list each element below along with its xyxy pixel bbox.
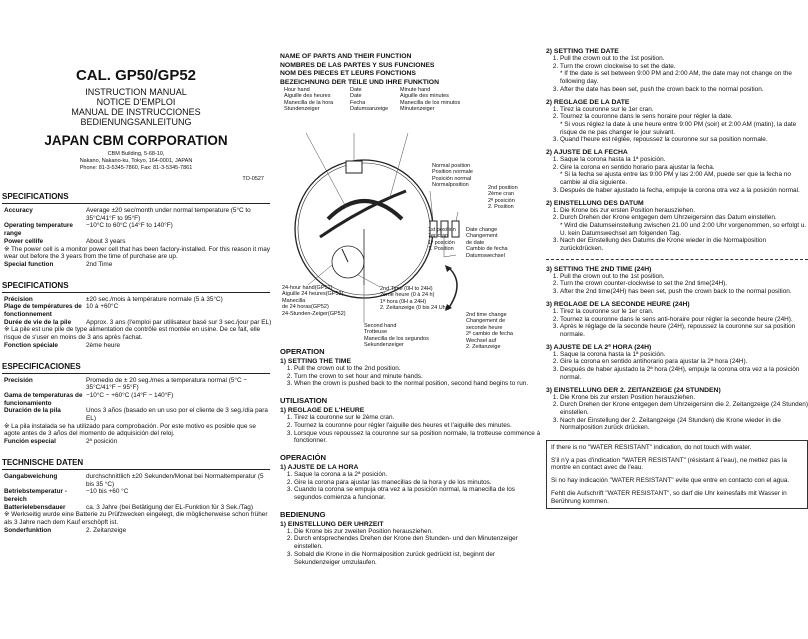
spec-value: About 3 years bbox=[86, 237, 126, 245]
parts-title: NAME OF PARTS AND THEIR FUNCTION bbox=[280, 53, 412, 60]
spec-row bbox=[0, 392, 272, 407]
step-list bbox=[280, 365, 542, 388]
company-name: JAPAN CBM CORPORATION bbox=[44, 133, 228, 148]
spec-row bbox=[0, 488, 272, 503]
step-item: 3. After the 2nd time(24H) has been set, push the crown back to the normal position. bbox=[560, 288, 808, 296]
spec-row bbox=[0, 238, 272, 246]
divider bbox=[2, 203, 270, 204]
manual-subtitle-es: MANUAL DE INSTRUCCIONES bbox=[71, 107, 201, 117]
label-2nd-time: 2nd Time (0H to 24H) 2ème heure (0 à 24 h) 1ª hora (0H a 24H) 2. Zeitanzeige (0 bis 24 Uhr) bbox=[380, 286, 450, 312]
model-title: CAL. GP50/GP52 bbox=[75, 67, 197, 84]
spec-key: Precisión bbox=[4, 376, 33, 384]
divider bbox=[2, 292, 270, 293]
label-first-position: 1st position 1er cran 1ª posición 1. Position bbox=[428, 227, 456, 253]
step-item: 3. Nach der Einstellung des Datums die Krone wieder in die Normalposition zurückdrücken. bbox=[560, 237, 808, 252]
spec-note: ※ Werkseitig wurde eine Batterie zu Prüfzwecken eingelegt, die möglicherweise schon früher als 3 Jahre nach dem Kauf erschöpft ist. bbox=[4, 511, 268, 527]
spec-key: Durée de vie de la pile bbox=[4, 318, 72, 326]
step-item: 2. Turn the crown counter-clockwise to set the 2nd time(24H). bbox=[560, 280, 808, 288]
leader-line bbox=[456, 212, 458, 221]
leader-line bbox=[390, 133, 408, 197]
address-line: Nakano, Nakano-ku, Tokyo, 164-0001, JAPAN bbox=[79, 158, 193, 164]
label-minute-hand: Minute hand Aiguille des minutes Manecilla de los minutos Minutenzeiger bbox=[400, 87, 461, 113]
spec-key: Gama de temperaturas de funcionamiento bbox=[4, 391, 83, 407]
column-parts-operation bbox=[280, 0, 542, 566]
spec-value: 10 à +60°C bbox=[86, 303, 119, 311]
spec-row bbox=[0, 438, 272, 446]
spec-note: ※ La pila instalada se ha utilizado para comprobación. Por este motivo es posible que se agote antes de 3 años del momento de adquisición del reloj. bbox=[4, 422, 256, 438]
notice-text: S'il n'y a pas d'indication "WATER RESISTANT" (résistant à l'eau), ne mettez pas la montre en contact avec de l'eau. bbox=[551, 456, 787, 472]
spec-key: Gangabweichung bbox=[4, 472, 58, 480]
step-item: 1. Die Krone bis zur zweiten Position herausziehen. bbox=[294, 528, 542, 536]
spec-value: ca. 3 Jahre (bei Betätigung der EL-Funktion für 3 Sek./Tag) bbox=[86, 503, 253, 511]
spec-row bbox=[0, 296, 272, 304]
step-item: 1. Pull the crown out to the 2nd position. bbox=[294, 365, 542, 373]
spec-key: Sonderfunktion bbox=[4, 526, 52, 534]
operation-de bbox=[280, 510, 542, 567]
spec-value: 2ª posición bbox=[86, 438, 118, 446]
operation-en bbox=[280, 347, 542, 388]
step-list bbox=[546, 106, 808, 145]
step-heading: 1) SETTING THE TIME bbox=[280, 358, 351, 365]
step-item: 2. Durch Drehen der Krone entgegen dem Uhrzeigersinn das Datum einstellen. * Wird die Datumseinstellung zwischen 21.00 und 2:00 Uhr vorgenommen, so erfolgt u. U. kein Datumswechsel am folgenden Tag. bbox=[560, 214, 808, 237]
column-settings bbox=[546, 48, 808, 509]
step-heading: 2) EINSTELLUNG DES DATUM bbox=[546, 199, 644, 207]
specs-es bbox=[0, 362, 272, 446]
label-normal-position: Normal position Position normale Posición normal Normalposition bbox=[432, 163, 473, 189]
divider bbox=[2, 373, 270, 374]
spec-value: −10°C − +60°C (14°F − 140°F) bbox=[86, 391, 174, 399]
spec-value: Promedio de ± 20 seg./mes a temperatura normal (5°C − 35°C/41°F − 95°F) bbox=[86, 376, 248, 392]
date-setting-en bbox=[546, 48, 808, 94]
label-date: Date Date Fecha Datumsanzeige bbox=[350, 87, 389, 113]
step-heading: 1) REGLAGE DE L'HEURE bbox=[280, 407, 365, 415]
manual-subtitle-en: INSTRUCTION MANUAL bbox=[85, 87, 187, 97]
step-item: 1. Tirez la couronne sur le 1er cran. bbox=[560, 308, 808, 316]
step-item: 1. Pull the crown out to the 1st position. bbox=[560, 55, 808, 63]
section-heading: TECHNISCHE DATEN bbox=[2, 457, 84, 467]
date-setting-es bbox=[546, 149, 808, 195]
address-line: CBM Building, 5-68-10, bbox=[107, 151, 165, 157]
operation-heading: OPERACIÓN bbox=[280, 452, 326, 462]
label-hour-hand: Hour hand Aiguille des heures Manecilla de la hora Stundenzeiger bbox=[284, 87, 334, 113]
spec-key: Función especial bbox=[4, 438, 56, 446]
spec-row bbox=[0, 504, 272, 512]
spec-key: Operating temperature range bbox=[4, 222, 73, 238]
spec-key: Plage de températures de fonctionnement bbox=[4, 303, 82, 319]
step-list bbox=[546, 351, 808, 382]
spec-key: Accuracy bbox=[4, 207, 33, 214]
step-item: 2. Tournez la couronne pour régler l'aiguille des heures et l'aiguille des minutes. bbox=[294, 422, 542, 430]
step-item: 3. Après le réglage de la seconde heure (24H), repoussez la couronne sur sa position normale. bbox=[560, 323, 808, 338]
spec-key: Batterielebensdauer bbox=[4, 503, 66, 511]
step-heading: 3) AJUSTE DE LA 2ª HORA (24H) bbox=[546, 343, 652, 351]
step-heading: 3) SETTING THE 2ND TIME (24H) bbox=[546, 265, 652, 273]
step-item: 1. Saque la corona hasta la 1ª posición. bbox=[560, 156, 808, 164]
operation-heading: OPERATION bbox=[280, 347, 325, 356]
step-item: 1. Die Krone bis zur ersten Position herausziehen. bbox=[560, 394, 808, 402]
spec-value: 2ème heure bbox=[86, 341, 121, 349]
leader-line bbox=[306, 133, 346, 207]
second-time-de bbox=[546, 387, 808, 433]
notice-text: If there is no "WATER RESISTANT" indication, do not touch with water. bbox=[551, 444, 752, 452]
step-item: 3. Después de haber ajustado la 2ª hora (24H), empuje la corona otra vez a la posición normal. bbox=[560, 366, 808, 381]
sub-dial-hand bbox=[342, 249, 348, 262]
step-item: 2. Durch Drehen der Krone entgegen dem Uhrzeigersinn die 2. Zeitangzeige (24 Stunden) einstellen. bbox=[560, 401, 808, 416]
step-heading: 2) REGLAGE DE LA DATE bbox=[546, 98, 630, 106]
spec-row bbox=[0, 342, 272, 350]
step-item: 2. Turn the crown clockwise to set the date. * If the date is set between 9:00 PM and 2:00 AM, the date may not change on the following day. bbox=[560, 63, 808, 86]
date-setting-de bbox=[546, 200, 808, 253]
label-2nd-time-change: 2nd time change Changement de seconde heure 2º cambio de fecha Wechsel auf 2. Zeitanzeige bbox=[466, 312, 513, 351]
spec-key: Fonction spéciale bbox=[4, 341, 58, 349]
step-item: 2. Durch entsprechendes Drehen der Krone den Stunden- und den Minutenzeiger einstellen. bbox=[294, 535, 542, 550]
second-time-en bbox=[546, 266, 808, 296]
spec-value: 2. Zeitanzeige bbox=[86, 526, 127, 534]
spec-row bbox=[0, 319, 272, 327]
label-second-position: 2nd position 2ème cran 2ª posición 2. Position bbox=[488, 185, 518, 211]
step-item: 1. Tirez la couronne sur le 2ème cran. bbox=[294, 414, 542, 422]
spec-note: ※ The power cell is a monitor power cell that has been factory-installed. For this reason it may wear out before the 3 years from the time of purchase are up. bbox=[4, 245, 270, 261]
manual-subtitle-de: BEDIENUNGSANLEITUNG bbox=[80, 117, 192, 127]
water-resistance-notice bbox=[546, 440, 808, 509]
date-window bbox=[346, 161, 362, 173]
step-heading: 3) REGLAGE DE LA SECONDE HEURE (24H) bbox=[546, 300, 690, 308]
spec-key: Special function bbox=[4, 260, 54, 268]
step-item: 1. Saque la corona a la 2ª posición. bbox=[294, 471, 542, 479]
step-item: 2. Tournez la couronne dans le sens anti-horaire pour régler la seconde heure (24H). bbox=[560, 316, 808, 324]
step-item: 1. Tirez la couronne sur le 1er cran. bbox=[560, 106, 808, 114]
section-heading: ESPECIFICACIONES bbox=[2, 361, 81, 371]
step-heading: 2) SETTING THE DATE bbox=[546, 48, 619, 55]
step-item: 2. Gire la corona en sentido horario para ajustar la fecha. * Si la fecha se ajusta entre las 9:00 PM y las 2:00 AM, puede ser que la fecha no cambie al día siguiente. bbox=[560, 164, 808, 187]
step-heading: 2) AJUSTE DE LA FECHA bbox=[546, 149, 628, 157]
second-time-fr bbox=[546, 301, 808, 339]
section-heading: SPECIFICATIONS bbox=[2, 280, 69, 290]
spec-key: Précision bbox=[4, 295, 33, 303]
spec-value: Average ±20 sec/month under normal temperature (5°C to 35°C/41°F to 95°F) bbox=[86, 207, 251, 222]
section-heading: SPECIFICATIONS bbox=[2, 192, 69, 201]
spec-row bbox=[0, 261, 272, 269]
step-heading: 1) AJUSTE DE LA HORA bbox=[280, 463, 359, 471]
step-item: 1. Die Krone bis zur ersten Position herausziehen. bbox=[560, 207, 808, 215]
step-item: 3. Nach der Einstellung der 2. Zeitangzeige (24 Stunden) die Krone wieder in die Normalposition zurück drücken. bbox=[560, 417, 808, 432]
spec-row bbox=[0, 222, 272, 237]
step-heading: 3) EINSTELLUNG DER 2. ZEITANZEIGE (24 STUNDEN) bbox=[546, 386, 721, 394]
step-item: 2. Gire la corona en sentido antihorario para ajustar la 2ª hora (24H). bbox=[560, 358, 808, 366]
step-list bbox=[546, 308, 808, 339]
step-list bbox=[546, 156, 808, 195]
step-list bbox=[546, 394, 808, 433]
parts-title: NOM DES PIECES ET LEURS FONCTIONS bbox=[280, 70, 416, 77]
divider bbox=[2, 469, 270, 470]
spec-key: Betriebstemperatur -bereich bbox=[4, 488, 67, 503]
step-item: 3. Lorsque vous repoussez la couronne sur sa position normale, la trotteuse commence à fonctionner. bbox=[294, 430, 542, 445]
label-24-hour-hand: 24-hour hand(GP52) Aiguille 24 heures(GP52) Manecilla de 24 horas(GP52) 24-Stunden-Zeiger(GP52) bbox=[282, 285, 346, 317]
spec-value: Approx. 3 ans (l'emploi par utilisateur basé sur 3 sec./jour par EL) bbox=[86, 318, 272, 326]
operation-heading: UTILISATION bbox=[280, 396, 328, 406]
spec-value: −10°C to 60°C (14°F to 140°F) bbox=[86, 222, 173, 230]
spec-note: ※ La pile est une pile de type alimentation de contrôle est montée en usine. De ce fait, elle risque de s'user en moins de 3 ans après l'achat. bbox=[4, 326, 261, 342]
spec-value: 2nd Time bbox=[86, 260, 113, 268]
parts-title-block bbox=[280, 53, 542, 87]
step-item: 3. Cuando la corona se empuja otra vez a la posición normal, la manecilla de los segundos comienza a funcionar. bbox=[294, 486, 542, 501]
document-code: TO-0527 bbox=[242, 176, 264, 182]
watch-diagram bbox=[280, 87, 542, 351]
specs-en bbox=[0, 192, 272, 269]
step-list bbox=[546, 273, 808, 296]
notice-text: Si no hay indicación "WATER RESISTANT" evite que entre en contacto con el agua. bbox=[551, 477, 790, 485]
step-heading: 1) EINSTELLUNG DER UHRZEIT bbox=[280, 520, 384, 528]
label-date-change: Date change Changement de date Cambio de fecha Datumswechsel bbox=[466, 227, 508, 259]
step-list bbox=[280, 414, 542, 445]
leader-line bbox=[444, 255, 456, 257]
step-item: 3. When the crown is pushed back to the normal position, second hand begins to run. bbox=[294, 380, 542, 388]
step-item: 3. After the date has been set, push the crown back to the normal position. bbox=[560, 86, 808, 94]
step-list bbox=[546, 207, 808, 253]
operation-es bbox=[280, 453, 542, 502]
step-list bbox=[546, 55, 808, 94]
spec-row bbox=[0, 407, 272, 422]
step-item: 3. Sobald die Krone in die Normalposition zurück gedrückt ist, beginnt der Sekundenzeiger umzulaufen. bbox=[294, 551, 542, 566]
spec-value: −10 bis +60 °C bbox=[86, 488, 129, 496]
spec-row bbox=[0, 207, 272, 222]
step-item: 3. Quand l'heure est réglée, repoussez la couronne sur sa position normale. bbox=[560, 136, 808, 144]
manual-subtitle-fr: NOTICE D'EMPLOI bbox=[96, 97, 176, 107]
spec-value: Unos 3 años (basado en un uso por el cliente de 3 seg./día para EL) bbox=[86, 407, 268, 423]
operation-heading: BEDIENUNG bbox=[280, 509, 326, 519]
step-list bbox=[280, 528, 542, 567]
step-item: 3. Después de haber ajustado la fecha, empuje la corona otra vez a la posición normal. bbox=[560, 187, 808, 195]
dashed-divider bbox=[546, 259, 808, 260]
spec-row bbox=[0, 303, 272, 318]
column-specifications bbox=[0, 0, 272, 535]
step-item: 1. Pull the crown out to the 1st position. bbox=[560, 273, 808, 281]
step-item: 2. Gire la corona para ajustar las manecillas de la hora y de los minutos. bbox=[294, 479, 542, 487]
notice-text: Fehlt die Aufschrift "WATER RESISTANT", so darf die Uhr keinesfalls mit Wasser in Berührung kommen. bbox=[551, 489, 787, 505]
parts-title: BEZEICHNUNG DER TEILE UND IHRE FUNKTION bbox=[280, 78, 439, 86]
spec-value: durchschnittlich ±20 Sekunden/Monat bei Normaltemperatur (5 bis 35 °C) bbox=[86, 472, 264, 488]
address-line: Phone: 81-3-5345-7860, Fax: 81-3-5345-7861 bbox=[79, 165, 193, 171]
step-list bbox=[280, 471, 542, 502]
spec-key: Duración de la pila bbox=[4, 407, 61, 415]
parts-title: NOMBRES DE LAS PARTES Y SUS FUNCIONES bbox=[280, 61, 435, 69]
label-second-hand: Second hand Trotteuse Manecilla de los segundos Sekundenzeiger bbox=[364, 323, 429, 349]
spec-key: Power cellife bbox=[4, 237, 44, 245]
spec-row bbox=[0, 473, 272, 488]
step-item: 2. Tournez la couronne dans le sens horaire pour régler la date. * Si vous réglez la date à une heure entre 9:00 PM (soir) et 2:00 AM (matin), la date risque de ne pas changer le jour suivant. bbox=[560, 113, 808, 136]
spec-row bbox=[0, 527, 272, 535]
specs-fr bbox=[0, 281, 272, 350]
step-item: 1. Saque la corona hasta la 1ª posición. bbox=[560, 351, 808, 359]
spec-value: ±20 sec./mois à température normale (5 à 35°C) bbox=[86, 295, 223, 303]
second-time-es bbox=[546, 344, 808, 382]
spec-row bbox=[0, 377, 272, 392]
operation-fr bbox=[280, 396, 542, 445]
specs-de bbox=[0, 458, 272, 535]
date-setting-fr bbox=[546, 99, 808, 145]
step-item: 2. Turn the crown to set hour and minute hands. bbox=[294, 373, 542, 381]
